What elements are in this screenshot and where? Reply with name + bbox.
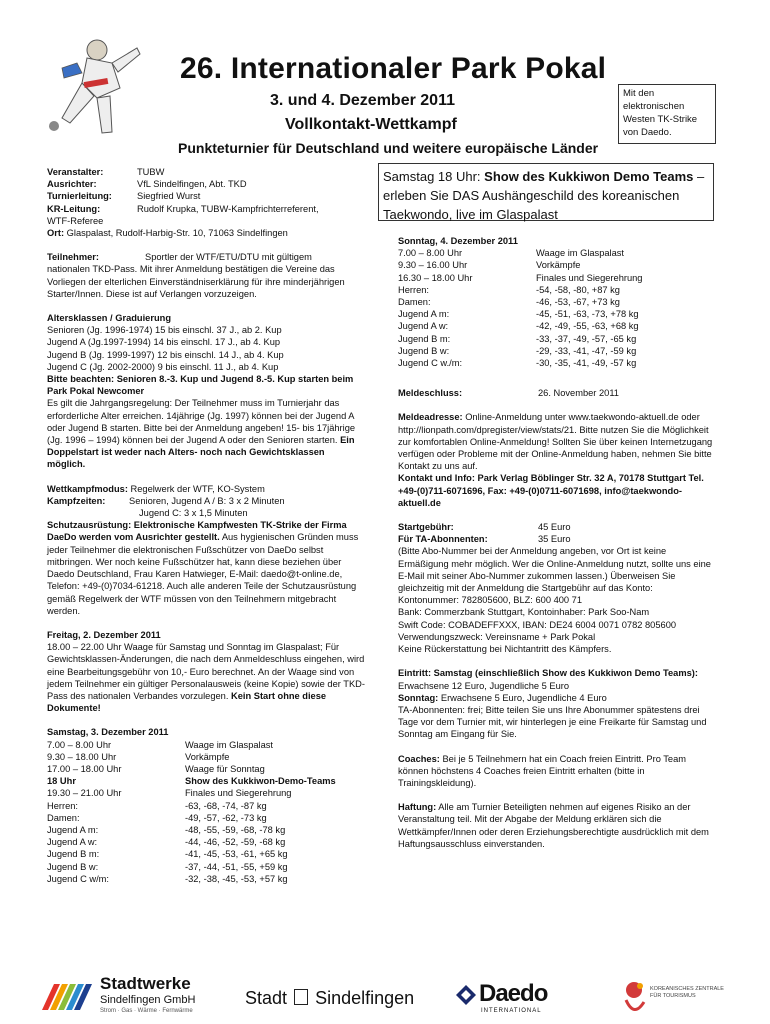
taekwondo-fighter-illustration [42, 28, 142, 138]
altersklassen-heading: Altersklassen / Graduierung [47, 313, 172, 324]
fee-row: Für TA-Abonnenten: 35 Euro [398, 534, 571, 545]
organizer-table [47, 166, 365, 215]
kampfzeiten: Kampfzeiten: Senioren, Jugend A / B: 3 x 2 Minuten [47, 495, 285, 506]
altersklassen-list [47, 324, 365, 373]
samstag-heading: Samstag, 3. Dezember 2011 [47, 727, 169, 738]
schedule-row: Herren: -54, -58, -80, +87 kg [398, 284, 620, 295]
schedule-row: 9.30 – 18.00 Uhr Vorkämpfe [47, 751, 230, 762]
schedule-row: 17.00 – 18.00 Uhr Waage für Sonntag [47, 763, 265, 774]
gebuehr-table [398, 521, 718, 545]
left-column [47, 166, 365, 885]
schedule-row: Jugend A w: -44, -46, -52, -59, -68 kg [47, 837, 286, 848]
gebuehr-text: (Bitte Abo-Nummer bei der Anmeldung angeben, vor Ort ist keine Ermäßigung mehr möglich. Wer die Online-Anmeldung nutzt, sollte uns eine E-Mail mit seiner Abo-Nummer zukommen lassen.) Überweisen Sie gleichzeitig mit der Anmeldung die Startgebühr auf das Konto: [398, 546, 711, 594]
schedule-row: 7.00 – 8.00 Uhr Waage im Glaspalast [398, 248, 625, 259]
rueckerstattung: Keine Rückerstattung bei Nichtantritt des Kämpfers. [398, 644, 612, 655]
city-crest-icon [294, 989, 308, 1005]
schedule-row: 19.30 – 21.00 Uhr Finales und Siegerehrung [47, 788, 292, 799]
fee-row: Startgebühr: 45 Euro [398, 522, 571, 533]
sponsor-logos [0, 970, 770, 1024]
stadtwerke-stripes-icon [40, 980, 96, 1012]
kontakt-info: Kontakt und Info: Park Verlag Böblinger Str. 32 A, 70178 Stuttgart Tel. +49-(0)711-6071696, Fax: +49-(0)0711-6071698, info@taekwondo-aktuell.de [398, 473, 704, 508]
kampfzeiten-c: Jugend C: 3 x 1,5 Minuten [139, 508, 248, 519]
schedule-row: Jugend B m: -33, -37, -49, -57, -65 kg [398, 333, 637, 344]
schedule-row: 9.30 – 16.00 Uhr Vorkämpfe [398, 260, 581, 271]
organizer-row: KR-Leitung: Rudolf Krupka, TUBW-Kampfrichterreferent, [47, 203, 319, 214]
schedule-row: 7.00 – 8.00 Uhr Waage im Glaspalast [47, 739, 274, 750]
swift: Swift Code: COBADEFFXXX, IBAN: DE24 6004 0071 0782 805600 [398, 619, 677, 630]
schedule-row: Damen: -46, -53, -67, +73 kg [398, 297, 620, 308]
daedo-diamond-icon [455, 984, 477, 1006]
schedule-row: 18 Uhr Show des Kukkiwon-Demo-Teams [47, 776, 336, 787]
right-column [398, 235, 718, 850]
altersklasse-line: Jugend C (Jg. 2002-2000) 9 bis einschl. 11 J., ab 4. Kup [47, 361, 279, 372]
bank: Bank: Commerzbank Stuttgart, Kontoinhaber: Park Soo-Nam [398, 607, 650, 618]
wettkampfmodus: Wettkampfmodus: Regelwerk der WTF, KO-System [47, 483, 265, 494]
korea-tourism-icon [620, 978, 648, 1018]
organizer-row: Turnierleitung: Siegfried Wurst [47, 191, 201, 202]
event-dates: 3. und 4. Dezember 2011 [270, 92, 455, 109]
teilnehmer-text: nationalen TKD-Pass. Mit ihrer Anmeldung bestätigen die Vereine das Vorliegen der elterlichen Einverständniserklärung für ihre minderjährigen Starter/Innen. Diese ist auf Verlangen vorzuzeigen. [47, 264, 345, 299]
stadtwerke-logo: Stadtwerke Sindelfingen GmbH Strom · Gas · Wärme · Fernwärme [40, 974, 220, 1018]
schedule-row: Damen: -49, -57, -62, -73 kg [47, 812, 267, 823]
schedule-row: Jugend A w: -42, -49, -55, -63, +68 kg [398, 321, 639, 332]
altersklasse-line: Jugend B (Jg. 1999-1997) 12 bis einschl. 14 J., ab 4. Kup [47, 349, 284, 360]
event-type: Vollkontakt-Wettkampf [285, 116, 457, 133]
kontonummer: Kontonummer: 782805600, BLZ: 600 400 71 [398, 595, 583, 606]
altersklasse-line: Jugend A (Jg.1997-1994) 14 bis einschl. 17 J., ab 4. Kup [47, 337, 281, 348]
page-title: 26. Internationaler Park Pokal [180, 52, 607, 85]
sonntag-heading: Sonntag, 4. Dezember 2011 [398, 236, 518, 246]
teilnehmer-line: Teilnehmer: Sportler der WTF/ETU/DTU mit gültigem [47, 252, 312, 263]
eintritt-abonnenten: TA-Abonnenten: frei; Bitte teilen Sie uns Ihre Abonummer spätestens drei Tage vor dem Turnier mit, wir hinterlegen je eine Freikarte für Samstag und Sonntag am Eingang für Sie. [398, 704, 707, 740]
schedule-row: Jugend C w/m: -32, -38, -45, -53, +57 kg [47, 873, 288, 884]
wtf-referee: WTF-Referee [47, 215, 104, 226]
schutzausruestung: Schutzausrüstung: Elektronische Kampfwesten TK-Strike der Firma DaeDo werden vom Ausrichter gestellt. Aus hygienischen Gründen muss jeder Teilnehmer die elektronischen Fußschützer von DaeDo selbst mitbringen. Wer noch keine Fußschützer hat, kann diese beziehen über Daedo Deutschland, Frau Karen Hatwieger, E-Mail: daedo@t-online.de, Telefon: +49-(0)7034-61218. Auch alle anderen Teile der Schutzausrüstung gemäß Regelwerk der WTF müssen von den Teilnehmern mitgebracht werden. [47, 520, 359, 616]
schedule-row: Jugend B m: -41, -45, -53, -61, +65 kg [47, 849, 288, 860]
meldeschluss: Meldeschluss: 26. November 2011 [398, 388, 619, 399]
altersklasse-line: Senioren (Jg. 1996-1974) 15 bis einschl. 37 J., ab 2. Kup [47, 325, 282, 336]
eintritt-sonntag: Sonntag: Erwachsene 5 Euro, Jugendliche 4 Euro [398, 692, 607, 703]
schedule-row: Jugend C w./m: -30, -35, -41, -49, -57 kg [398, 358, 637, 369]
tk-strike-note: Mit den elektronischen Westen TK-Strike von Daedo. [618, 84, 716, 144]
schedule-row: Herren: -63, -68, -74, -87 kg [47, 800, 267, 811]
haftung: Haftung: Alle am Turnier Beteiligten nehmen auf eigenes Risiko an der Veranstaltung teil. Mit der Abgabe der Meldung erklären sich die Wettkämpfer/Innen oder deren Erziehungsberechtigte ausdrücklich mit dem Haftungsausschluss einverstanden. [398, 802, 709, 849]
altersklassen-text: Es gilt die Jahrgangsregelung: Der Teilnehmer muss im Turnierjahr das erforderliche Alter erreichen. 14jährige (Jg. 1997) können bei der Jugend A oder Jugend B starten. Bitte bei der Anmeldung angeben! 15- bis 17jährige (Jg. 1996 – 1994) können bei der Jugend A oder den Senioren starten. Ein Doppelstart ist weder nach Alters- noch nach Gewichtsklassen möglich. [47, 398, 356, 470]
schedule-row: Jugend B w: -37, -44, -51, -55, +59 kg [47, 861, 288, 872]
event-scope: Punkteturnier für Deutschland und weitere europäische Länder [178, 140, 599, 156]
coaches: Coaches: Bei je 5 Teilnehmern hat ein Coach freien Eintritt. Pro Team können höchstens 4 Coaches freien Eintritt erhalten (bitte in Trainingskleidung). [398, 753, 687, 788]
freitag-text: 18.00 – 22.00 Uhr Waage für Samstag und Sonntag im Glaspalast; Für Gewichtsklassen-Änderungen, die nach dem Anmeldeschluss eingehen, wird eine Bearbeitungsgebühr von 10,- Euro berechnet. An der Waage sind von jedem Teilnehmer ein gültiger Personalausweis (keine Kopie) sowie der TKD-Pass des nationalen Verbandes vorzulegen. Kein Start ohne diese Dokumente! [47, 642, 365, 714]
stadt-sindelfingen-logo: Stadt Sindelfingen [245, 988, 415, 1008]
show-box: Samstag 18 Uhr: Show des Kukkiwon Demo Teams – erleben Sie DAS Aushängeschild des koreanischen Taekwondo, live im Glaspalast [378, 163, 714, 221]
samstag-schedule [47, 739, 365, 885]
organizer-row: Ausrichter: VfL Sindelfingen, Abt. TKD [47, 179, 247, 190]
meldeadresse: Meldeadresse: Online-Anmeldung unter www.taekwondo-aktuell.de oder http://lionpath.com/dpregister/view/stats/21. Bitte nutzen Sie die Möglichkeit zur komfortablen Online-Anmeldung! Sollten Sie über keinen Internetzugang verfügen oder Probleme mit der Online-Anmeldung haben, nehmen Sie bitte Kontakt zu uns auf. [398, 412, 713, 472]
schedule-row: 16.30 – 18.00 Uhr Finales und Siegerehrung [398, 272, 643, 283]
organizer-row: Veranstalter: TUBW [47, 167, 165, 177]
sonntag-schedule [398, 247, 718, 369]
verwendungszweck: Verwendungszweck: Vereinsname + Park Pokal [398, 631, 596, 642]
schedule-row: Jugend B w: -29, -33, -41, -47, -59 kg [398, 345, 637, 356]
korea-tourism-logo: KOREANISCHES ZENTRALE FÜR TOURISMUS [620, 974, 740, 1020]
schedule-row: Jugend A m: -48, -55, -59, -68, -78 kg [47, 824, 286, 835]
freitag-heading: Freitag, 2. Dezember 2011 [47, 629, 161, 640]
altersklassen-note: Bitte beachten: Senioren 8.-3. Kup und Jugend 8.-5. Kup starten beim Park Pokal Newcomer [47, 374, 354, 397]
venue: Ort: Glaspalast, Rudolf-Harbig-Str. 10, 71063 Sindelfingen [47, 228, 288, 239]
schedule-row: Jugend A m: -45, -51, -63, -73, +78 kg [398, 309, 639, 320]
eintritt-samstag: Eintritt: Samstag (einschließlich Show des Kukkiwon Demo Teams): Erwachsene 12 Euro, Jugendliche 5 Euro [398, 668, 698, 691]
daedo-logo: Daedo INTERNATIONAL [455, 978, 555, 1018]
